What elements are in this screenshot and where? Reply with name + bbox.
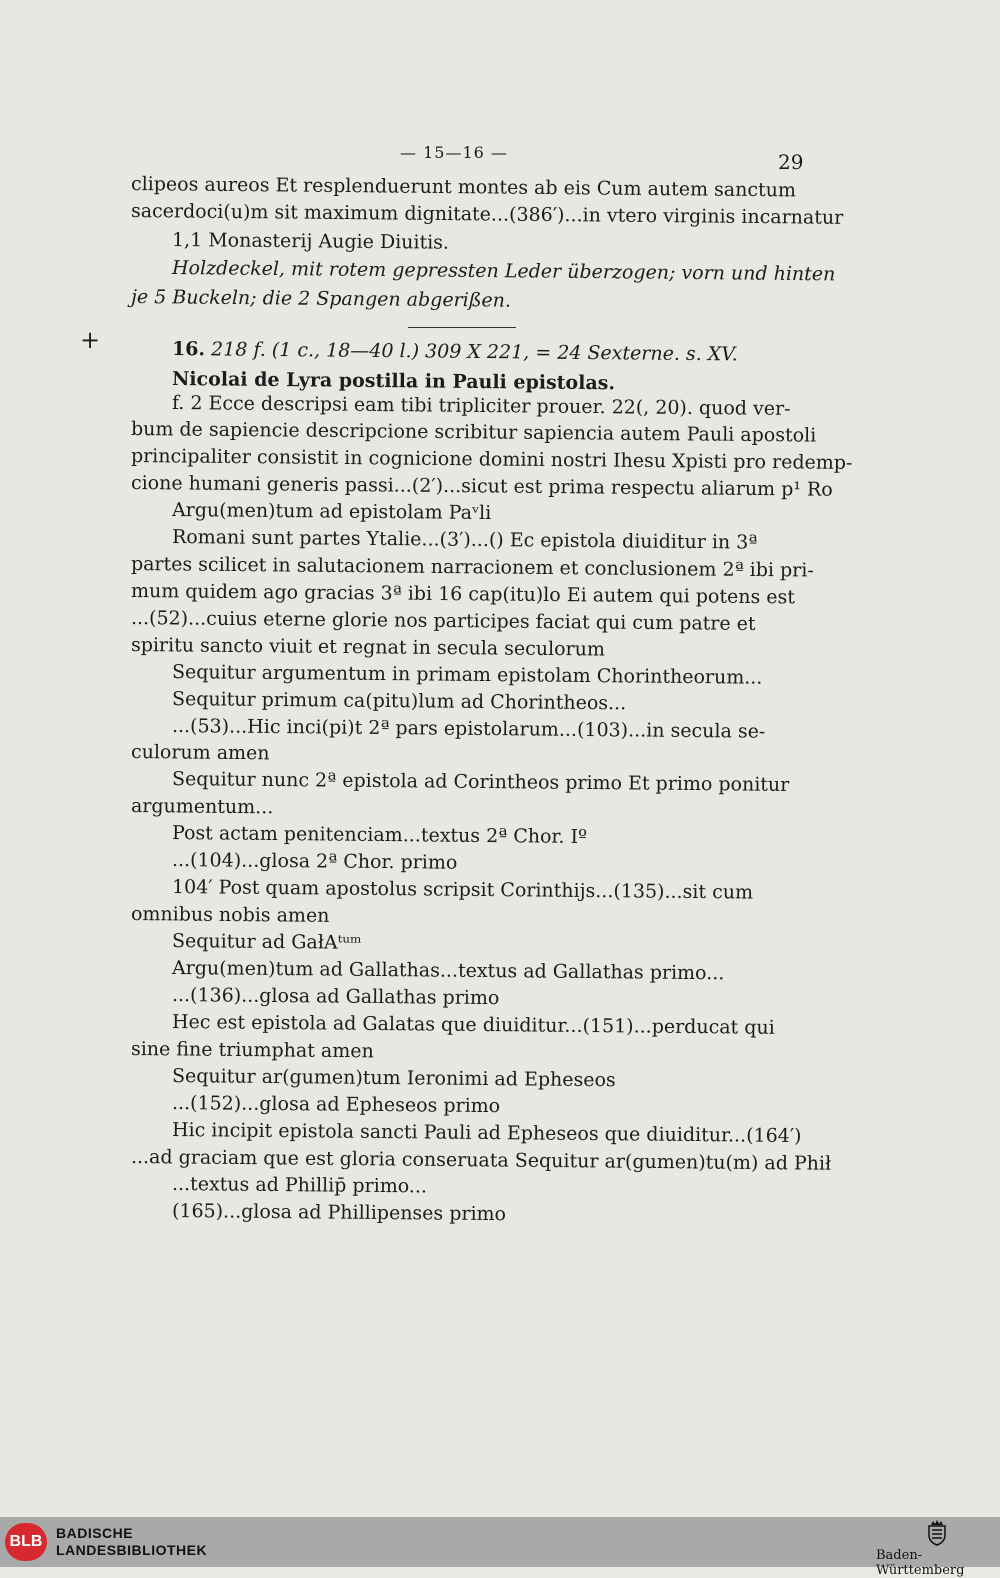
text-line: Hic incipit epistola sancti Pauli ad Epheseos que diuiditur...(164′) [171, 1119, 802, 1148]
text-line: principaliter consistit in cognicione domini nostri Ihesu Xpisti pro redemp- [130, 445, 853, 474]
text-line: bum de sapiencie descripcione scribitur sapiencia autem Pauli apostoli [130, 418, 817, 447]
text-line: Sequitur ar(gumen)tum Ieronimi ad Epheseos [171, 1065, 616, 1092]
text-line: f. 2 Ecce descripsi eam tibi tripliciter prouer. 22(, 20). quod ver- [171, 392, 791, 420]
text-line: omnibus nobis amen [130, 903, 330, 927]
text-line: Argu(men)tum ad epistolam Paᵛli [171, 499, 492, 525]
coat-of-arms-icon [926, 1520, 948, 1546]
text-line: Nicolai de Lyra postilla in Pauli epistolas. [171, 368, 616, 395]
running-header: — 15—16 — [400, 143, 508, 162]
text-line: spiritu sancto viuit et regnat in secula seculorum [130, 634, 606, 661]
text-line: sacerdoci(u)m sit maximum dignitate...(386′)...in vtero virginis incarnatur [130, 200, 844, 229]
text-line: ...(53)...Hic inci(pi)t 2ª pars epistolarum...(103)...in secula se- [171, 715, 766, 743]
text-line: je 5 Buckeln; die 2 Spangen abgerißen. [130, 286, 512, 312]
text-line: culorum amen [130, 741, 270, 765]
section-divider [408, 327, 516, 328]
library-name-line2: LANDESBIBLIOTHEK [56, 1542, 208, 1558]
text-line: clipeos aureos Et resplenduerunt montes ab eis Cum autem sanctum [130, 173, 797, 202]
text-line: cione humani generis passi...(2′)...sicut est prima respectu aliarum p¹ Ro [130, 472, 833, 501]
text-line: (165)...glosa ad Phillipenses primo [171, 1200, 507, 1226]
text-line: ...(52)...cuius eterne glorie nos participes faciat qui cum patre et [130, 607, 756, 635]
text-line: Sequitur ad GałAᵗᵘᵐ [171, 930, 362, 954]
text-line: 104′ Post quam apostolus scripsit Corinthijs...(135)...sit cum [171, 876, 754, 904]
text-line: Holzdeckel, mit rotem gepressten Leder überzogen; vorn und hinten [171, 257, 836, 286]
text-line: 1,1 Monasterij Augie Diuitis. [171, 229, 450, 254]
library-name-line1: BADISCHE [56, 1525, 134, 1541]
text-line: Sequitur nunc 2ª epistola ad Corintheos primo Et primo ponitur [171, 768, 790, 796]
library-name [56, 1525, 207, 1559]
text-line: argumentum... [130, 795, 274, 819]
text-line: ...ad graciam que est gloria conseruata Sequitur ar(gumen)tu(m) ad Phił [130, 1146, 832, 1175]
text-line: Argu(men)tum ad Gallathas...textus ad Gallathas primo... [171, 957, 725, 985]
footer-bar [0, 1517, 1000, 1578]
text-line: Post actam penitenciam...textus 2ª Chor. Iº [171, 822, 588, 848]
region-label: Baden-Württemberg [876, 1548, 965, 1578]
text-line: ...(136)...glosa ad Gallathas primo [171, 984, 500, 1010]
blb-logo[interactable]: BLB [5, 1523, 47, 1561]
text-line: partes scilicet in salutacionem narracionem et conclusionem 2ª ibi pri- [130, 553, 814, 582]
text-line: Sequitur primum ca(pitu)lum ad Chorintheos... [171, 688, 627, 715]
text-line: ...textus ad Phillip̄ primo... [171, 1173, 428, 1198]
text-line: sine fine triumphat amen [130, 1038, 374, 1063]
margin-mark: + [80, 326, 101, 354]
page-number: 29 [778, 150, 804, 174]
text-line: ...(152)...glosa ad Epheseos primo [171, 1092, 501, 1118]
text-line: Sequitur argumentum in primam epistolam Chorintheorum... [171, 661, 763, 689]
text-line: ...(104)...glosa 2ª Chor. primo [171, 849, 458, 874]
text-line: mum quidem ago gracias 3ª ibi 16 cap(itu)lo Ei autem qui potens est [130, 580, 796, 609]
text-line: Romani sunt partes Ytalie...(3′)...() Ec epistola diuiditur in 3ª [171, 526, 758, 554]
text-line: 16. 218 f. (1 c., 18—40 l.) 309 X 221, = 24 Sexterne. s. XV. [171, 338, 738, 366]
text-line: Hec est epistola ad Galatas que diuiditur...(151)...perducat qui [171, 1011, 775, 1039]
